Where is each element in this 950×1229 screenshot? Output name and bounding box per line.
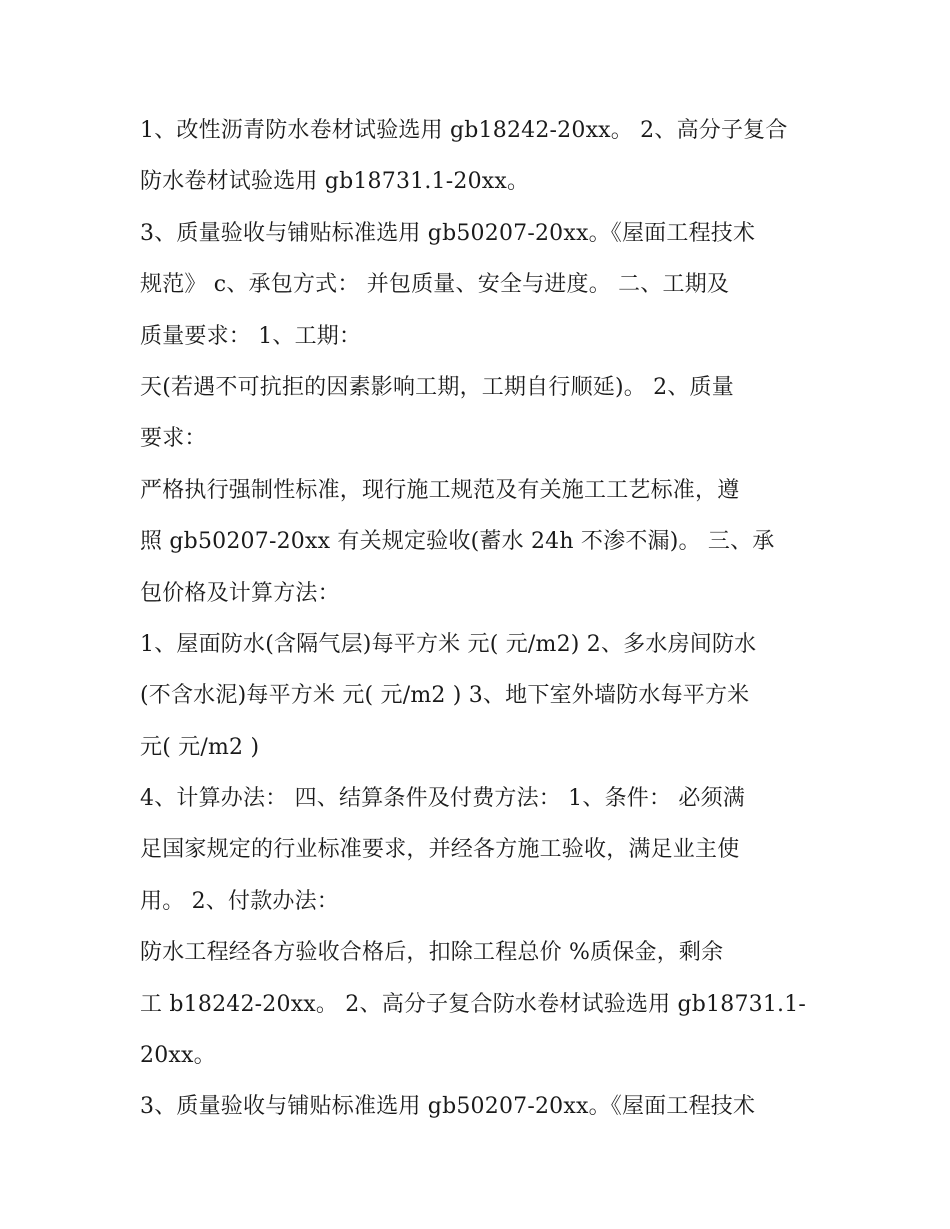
text-line: 严格执行强制性标准，现行施工规范及有关施工工艺标准，遵 — [140, 477, 740, 503]
text-line: 20xx。 — [140, 1043, 216, 1069]
text-line: 照 gb50207-20xx 有关规定验收(蓄水 24h 不渗不漏)。 三、承 — [140, 529, 775, 555]
text-line: 用。 2、付款办法： — [140, 888, 339, 914]
text-line: 防水工程经各方验收合格后，扣除工程总价 %质保金，剩余 — [140, 940, 724, 966]
text-line: 要求： — [140, 426, 207, 452]
text-line: 3、质量验收与铺贴标准选用 gb50207-20xx。《屋面工程技术 — [140, 220, 756, 246]
text-line: 1、改性沥青防水卷材试验选用 gb18242-20xx。 2、高分子复合 — [140, 118, 788, 143]
text-line: 足国家规定的行业标准要求，并经各方施工验收，满足业主使 — [140, 837, 740, 863]
text-line: 1、屋面防水(含隔气层)每平方米 元( 元/m2) 2、多水房间防水 — [140, 631, 757, 657]
text-line: 元( 元/m2 ) — [140, 734, 260, 760]
document-body — [140, 105, 820, 1133]
text-line: 包价格及计算方法： — [140, 580, 340, 606]
text-line: 质量要求： 1、工期： — [140, 323, 362, 349]
text-line: 规范》 c、承包方式： 并包质量、安全与进度。 二、工期及 — [140, 272, 730, 298]
text-line: 防水卷材试验选用 gb18731.1-20xx。 — [140, 169, 530, 195]
text-line: 天(若遇不可抗拒的因素影响工期，工期自行顺延)。 2、质量 — [140, 374, 734, 400]
text-line: 3、质量验收与铺贴标准选用 gb50207-20xx。《屋面工程技术 — [140, 1094, 756, 1120]
text-line: 4、计算办法： 四、结算条件及付费方法： 1、条件： 必须满 — [140, 786, 745, 812]
text-line: 工 b18242-20xx。 2、高分子复合防水卷材试验选用 gb18731.1- — [140, 991, 807, 1017]
text-line: (不含水泥)每平方米 元( 元/m2 ) 3、地下室外墙防水每平方米 — [140, 683, 750, 709]
